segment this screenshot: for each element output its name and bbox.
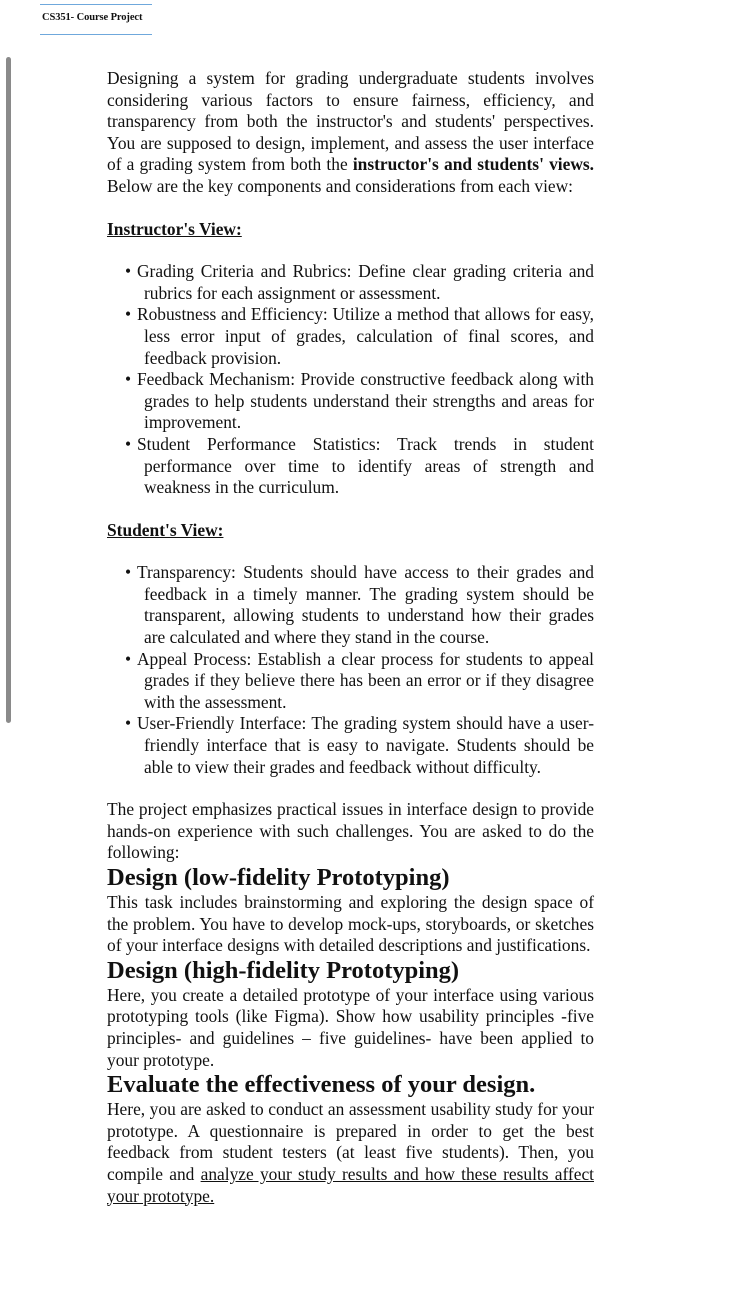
evaluate-heading: Evaluate the effectiveness of your design. — [107, 1071, 536, 1099]
bullet-icon: • — [125, 304, 132, 325]
bullet-icon: • — [125, 648, 132, 669]
intro-text-1: Designing a system for grading undergraduate students involves considering various factors to ensure fairness, efficiency, and transparency from both the instructor's and students' perspectives. You are supposed to design, implement, and assess the user interface of a grading system from both the — [107, 68, 594, 175]
bullet-icon: • — [125, 713, 132, 734]
bullet-icon: • — [125, 433, 132, 454]
page-header — [40, 4, 152, 35]
vertical-scrollbar[interactable] — [6, 57, 11, 723]
list-item: • Student Performance Statistics: Track trends in student performance over time to identify areas of strength and weakness in the curriculum. — [125, 433, 594, 498]
project-intro-paragraph: The project emphasizes practical issues in interface design to provide hands-on experience with such challenges. You are asked to do the following: — [107, 799, 594, 863]
list-item: • Robustness and Efficiency: Utilize a method that allows for easy, less error input of grades, calculation of final scores, and feedback provision. — [125, 304, 594, 368]
bullet-icon: • — [125, 562, 132, 583]
low-fidelity-heading: Design (low-fidelity Prototyping) — [107, 864, 450, 891]
high-fidelity-heading: Design (high-fidelity Prototyping) — [107, 956, 460, 984]
student-view-list — [107, 562, 594, 778]
instructor-view-list — [107, 261, 594, 499]
high-fidelity-paragraph: Here, you create a detailed prototype of your interface using various prototyping tools (like Figma). Show how usability principles -five principles- and guidelines – five guidelines- have been applied to your prototype. — [107, 984, 594, 1070]
intro-text-2: Below are the key components and considerations from each view: — [107, 175, 574, 196]
intro-bold-text: instructor's and students' views. — [352, 154, 594, 175]
document-body — [107, 68, 594, 1207]
list-item: • Grading Criteria and Rubrics: Define clear grading criteria and rubrics for each assignment or assessment. — [125, 261, 594, 303]
evaluate-paragraph: Here, you are asked to conduct an assessment usability study for your prototype. A questionnaire is prepared in order to get the best feedback from student testers (at least five students). Then, you compile and analyze your study results and how these results affect your prototype. — [107, 1099, 594, 1206]
header-title: CS351- Course Project — [42, 12, 143, 23]
low-fidelity-paragraph: This task includes brainstorming and exploring the design space of the problem. You have to develop mock-ups, storyboards, or sketches of your interface designs with detailed descriptions and justifications. — [107, 892, 594, 956]
list-item: • Appeal Process: Establish a clear process for students to appeal grades if they believe there has been an error or if they disagree with the assessment. — [125, 648, 594, 712]
instructor-view-heading: Instructor's View: — [107, 218, 242, 239]
student-view-heading: Student's View: — [107, 519, 224, 540]
underlined-text: analyze your study results and how these results affect your prototype. — [107, 1163, 594, 1206]
intro-paragraph — [107, 68, 594, 198]
list-item: • Feedback Mechanism: Provide constructive feedback along with grades to help students understand their strengths and areas for improvement. — [125, 369, 594, 433]
list-item: • Transparency: Students should have access to their grades and feedback in a timely manner. The grading system should be transparent, allowing students to understand how their grades are calculated and where they stand in the course. — [125, 562, 594, 648]
bullet-icon: • — [125, 369, 132, 390]
list-item: • User-Friendly Interface: The grading system should have a user-friendly interface that is easy to navigate. Students should be able to view their grades and feedback without difficulty. — [125, 713, 594, 777]
bullet-icon: • — [125, 261, 132, 282]
